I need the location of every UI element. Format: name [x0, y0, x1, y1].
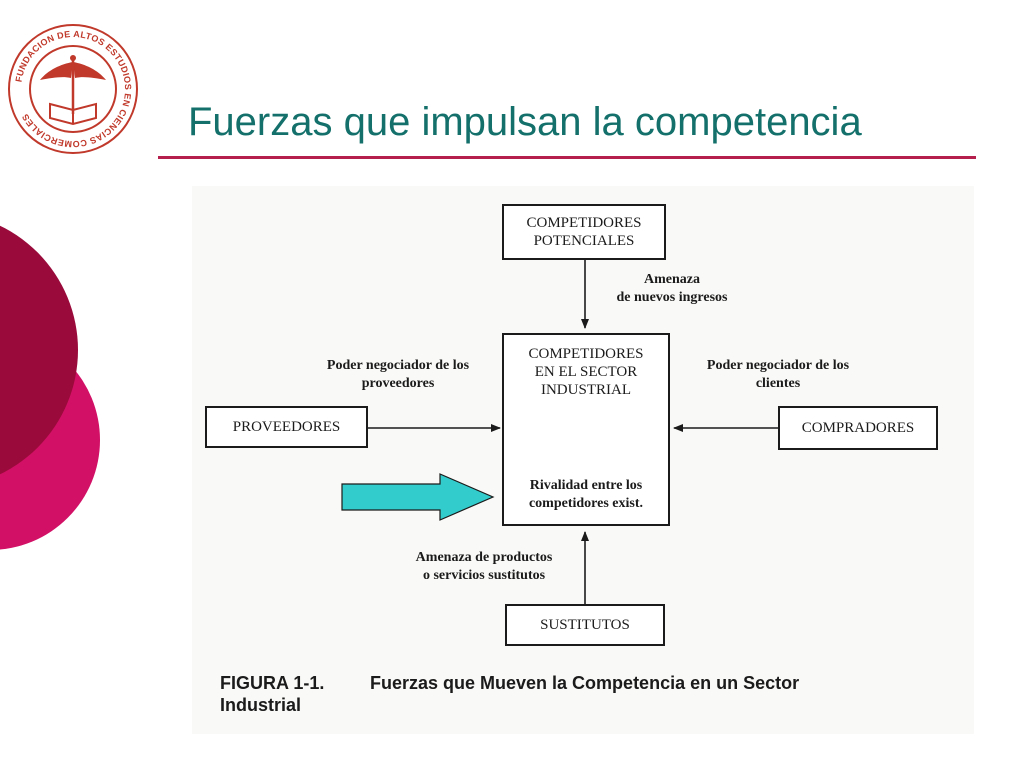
center-line2: EN EL SECTOR — [534, 364, 638, 380]
logo-text: FUNDACION DE ALTOS ESTUDIOS EN CIENCIAS COMERCIALES — [13, 28, 134, 150]
caption-number: FIGURA 1-1. — [220, 673, 325, 693]
center-line1: COMPETIDORES — [528, 346, 644, 362]
box-sustitutos — [505, 604, 665, 646]
label-nuevos-ingresos — [592, 271, 752, 307]
box-compradores — [778, 406, 938, 450]
label-sustitutos — [386, 549, 582, 585]
proveedores-label: PROVEEDORES — [232, 419, 341, 435]
box-competidores-potenciales — [502, 204, 666, 260]
sust-line1: Amenaza de productos — [415, 550, 553, 565]
rivalry-line1: Rivalidad entre los — [529, 478, 643, 493]
sustitutos-label: SUSTITUTOS — [540, 617, 630, 633]
nuevos-line1: Amenaza — [644, 272, 700, 287]
sust-line2: o servicios sustitutos — [422, 568, 546, 583]
slide-title: Fuerzas que impulsan la competencia — [188, 100, 862, 144]
label-poder-clientes — [680, 357, 876, 393]
center-line3: INDUSTRIAL — [540, 382, 631, 398]
label-poder-proveedores — [300, 357, 496, 393]
poder-cli-line2: clientes — [755, 376, 801, 391]
poder-prov-line2: proveedores — [361, 376, 435, 391]
poder-cli-line1: Poder negociador de los — [706, 358, 850, 373]
box-proveedores — [205, 406, 368, 448]
poder-prov-line1: Poder negociador de los — [326, 358, 470, 373]
compradores-label: COMPRADORES — [801, 420, 915, 436]
highlight-arrow — [342, 474, 493, 520]
caption-text: Fuerzas que Mueven la Competencia en un Sector — [370, 673, 800, 693]
nuevos-line2: de nuevos ingresos — [616, 290, 728, 305]
box-competidores-sector — [502, 333, 670, 526]
caption-text2: Industrial — [220, 695, 302, 715]
rivalry-line2: competidores exist. — [528, 496, 644, 511]
figure-caption — [220, 672, 799, 716]
potenciales-line1: COMPETIDORES — [526, 215, 642, 231]
potenciales-line2: POTENCIALES — [533, 233, 635, 249]
